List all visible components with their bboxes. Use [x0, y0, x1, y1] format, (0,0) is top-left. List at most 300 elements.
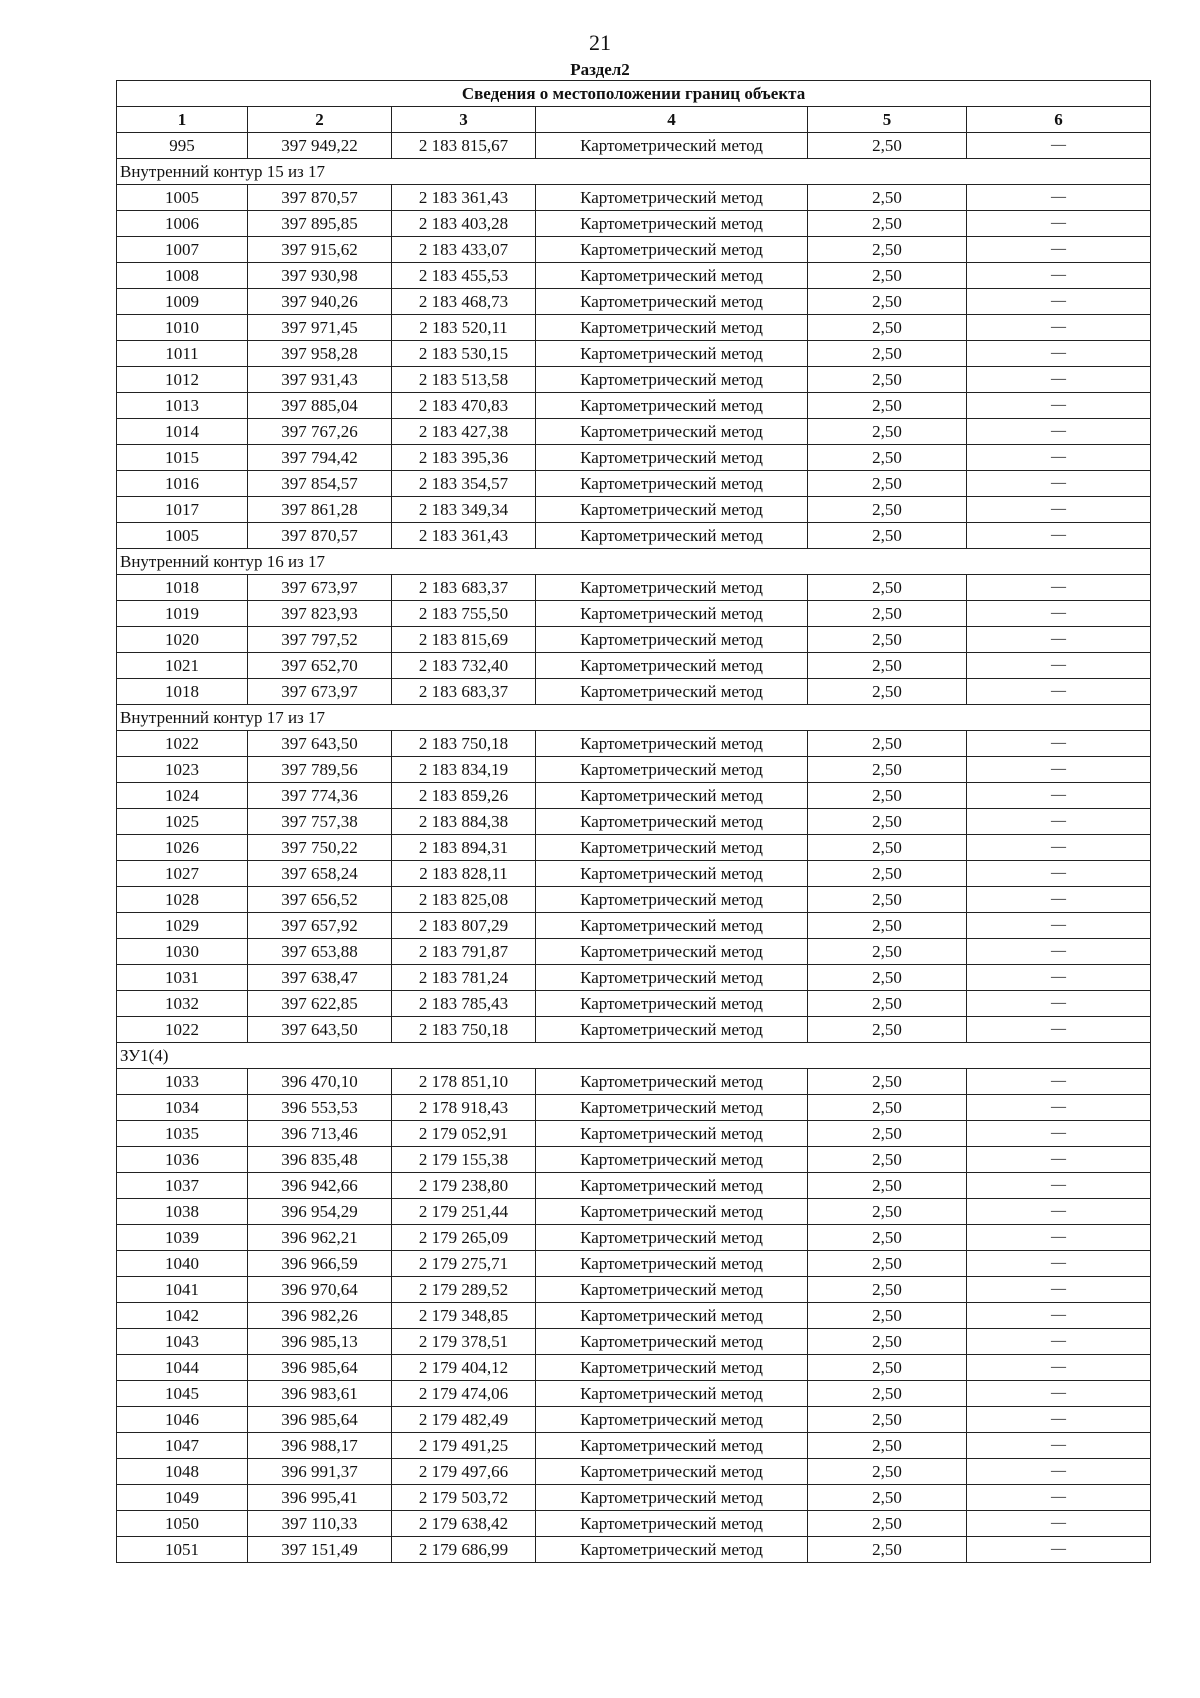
description-cell: —	[967, 1017, 1151, 1043]
method-cell: Картометрический метод	[536, 809, 808, 835]
description-cell: —	[967, 965, 1151, 991]
table-row	[117, 185, 1151, 211]
x-coordinate-cell: 397 915,62	[248, 237, 392, 263]
method-cell: Картометрический метод	[536, 523, 808, 549]
method-cell: Картометрический метод	[536, 887, 808, 913]
method-cell: Картометрический метод	[536, 1173, 808, 1199]
y-coordinate-cell: 2 183 468,73	[392, 289, 536, 315]
method-cell: Картометрический метод	[536, 1147, 808, 1173]
table-row	[117, 133, 1151, 159]
method-cell: Картометрический метод	[536, 1329, 808, 1355]
point-number-cell: 1041	[117, 1277, 248, 1303]
method-cell: Картометрический метод	[536, 601, 808, 627]
y-coordinate-cell: 2 179 482,49	[392, 1407, 536, 1433]
x-coordinate-cell: 397 757,38	[248, 809, 392, 835]
method-cell: Картометрический метод	[536, 679, 808, 705]
accuracy-cell: 2,50	[808, 965, 967, 991]
description-cell: —	[967, 1381, 1151, 1407]
method-cell: Картометрический метод	[536, 1511, 808, 1537]
description-cell: —	[967, 679, 1151, 705]
boundary-table	[116, 80, 1151, 1563]
accuracy-cell: 2,50	[808, 1199, 967, 1225]
point-number-cell: 1050	[117, 1511, 248, 1537]
description-cell: —	[967, 1147, 1151, 1173]
point-number-cell: 1029	[117, 913, 248, 939]
method-cell: Картометрический метод	[536, 1381, 808, 1407]
x-coordinate-cell: 397 643,50	[248, 1017, 392, 1043]
column-header: 5	[808, 107, 967, 133]
point-number-cell: 1018	[117, 679, 248, 705]
x-coordinate-cell: 396 991,37	[248, 1459, 392, 1485]
method-cell: Картометрический метод	[536, 341, 808, 367]
y-coordinate-cell: 2 179 497,66	[392, 1459, 536, 1485]
table-row	[117, 263, 1151, 289]
y-coordinate-cell: 2 183 894,31	[392, 835, 536, 861]
table-title: Сведения о местоположении границ объекта	[117, 81, 1151, 107]
table-row	[117, 835, 1151, 861]
table-row	[117, 887, 1151, 913]
accuracy-cell: 2,50	[808, 1537, 967, 1563]
accuracy-cell: 2,50	[808, 627, 967, 653]
x-coordinate-cell: 396 985,64	[248, 1355, 392, 1381]
table-row	[117, 653, 1151, 679]
x-coordinate-cell: 397 767,26	[248, 419, 392, 445]
accuracy-cell: 2,50	[808, 1173, 967, 1199]
y-coordinate-cell: 2 183 361,43	[392, 523, 536, 549]
point-number-cell: 1011	[117, 341, 248, 367]
x-coordinate-cell: 397 657,92	[248, 913, 392, 939]
y-coordinate-cell: 2 179 265,09	[392, 1225, 536, 1251]
x-coordinate-cell: 396 553,53	[248, 1095, 392, 1121]
point-number-cell: 1030	[117, 939, 248, 965]
description-cell: —	[967, 1407, 1151, 1433]
method-cell: Картометрический метод	[536, 1225, 808, 1251]
accuracy-cell: 2,50	[808, 367, 967, 393]
accuracy-cell: 2,50	[808, 1511, 967, 1537]
accuracy-cell: 2,50	[808, 315, 967, 341]
point-number-cell: 1019	[117, 601, 248, 627]
accuracy-cell: 2,50	[808, 1225, 967, 1251]
contour-label: ЗУ1(4)	[117, 1043, 1151, 1069]
description-cell: —	[967, 835, 1151, 861]
description-cell: —	[967, 445, 1151, 471]
description-cell: —	[967, 1355, 1151, 1381]
method-cell: Картометрический метод	[536, 419, 808, 445]
point-number-cell: 995	[117, 133, 248, 159]
x-coordinate-cell: 397 653,88	[248, 939, 392, 965]
y-coordinate-cell: 2 183 470,83	[392, 393, 536, 419]
description-cell: —	[967, 1485, 1151, 1511]
y-coordinate-cell: 2 183 815,69	[392, 627, 536, 653]
point-number-cell: 1015	[117, 445, 248, 471]
accuracy-cell: 2,50	[808, 471, 967, 497]
point-number-cell: 1023	[117, 757, 248, 783]
accuracy-cell: 2,50	[808, 237, 967, 263]
description-cell: —	[967, 653, 1151, 679]
description-cell: —	[967, 1069, 1151, 1095]
accuracy-cell: 2,50	[808, 1381, 967, 1407]
y-coordinate-cell: 2 183 520,11	[392, 315, 536, 341]
method-cell: Картометрический метод	[536, 913, 808, 939]
method-cell: Картометрический метод	[536, 289, 808, 315]
point-number-cell: 1024	[117, 783, 248, 809]
x-coordinate-cell: 397 930,98	[248, 263, 392, 289]
y-coordinate-cell: 2 178 851,10	[392, 1069, 536, 1095]
y-coordinate-cell: 2 183 750,18	[392, 1017, 536, 1043]
x-coordinate-cell: 397 656,52	[248, 887, 392, 913]
y-coordinate-cell: 2 179 155,38	[392, 1147, 536, 1173]
accuracy-cell: 2,50	[808, 1147, 967, 1173]
table-row	[117, 809, 1151, 835]
method-cell: Картометрический метод	[536, 1069, 808, 1095]
accuracy-cell: 2,50	[808, 497, 967, 523]
x-coordinate-cell: 396 962,21	[248, 1225, 392, 1251]
method-cell: Картометрический метод	[536, 445, 808, 471]
point-number-cell: 1027	[117, 861, 248, 887]
description-cell: —	[967, 1199, 1151, 1225]
description-cell: —	[967, 1459, 1151, 1485]
y-coordinate-cell: 2 183 859,26	[392, 783, 536, 809]
accuracy-cell: 2,50	[808, 653, 967, 679]
y-coordinate-cell: 2 178 918,43	[392, 1095, 536, 1121]
x-coordinate-cell: 397 638,47	[248, 965, 392, 991]
accuracy-cell: 2,50	[808, 1251, 967, 1277]
x-coordinate-cell: 397 658,24	[248, 861, 392, 887]
table-row	[117, 1511, 1151, 1537]
x-coordinate-cell: 397 854,57	[248, 471, 392, 497]
table-row	[117, 523, 1151, 549]
table-row	[117, 1225, 1151, 1251]
method-cell: Картометрический метод	[536, 1303, 808, 1329]
method-cell: Картометрический метод	[536, 627, 808, 653]
description-cell: —	[967, 783, 1151, 809]
accuracy-cell: 2,50	[808, 211, 967, 237]
y-coordinate-cell: 2 183 825,08	[392, 887, 536, 913]
point-number-cell: 1012	[117, 367, 248, 393]
x-coordinate-cell: 397 949,22	[248, 133, 392, 159]
point-number-cell: 1016	[117, 471, 248, 497]
accuracy-cell: 2,50	[808, 601, 967, 627]
point-number-cell: 1037	[117, 1173, 248, 1199]
description-cell: —	[967, 1225, 1151, 1251]
point-number-cell: 1022	[117, 1017, 248, 1043]
x-coordinate-cell: 397 861,28	[248, 497, 392, 523]
contour-label: Внутренний контур 17 из 17	[117, 705, 1151, 731]
table-row	[117, 341, 1151, 367]
accuracy-cell: 2,50	[808, 1303, 967, 1329]
method-cell: Картометрический метод	[536, 1459, 808, 1485]
table-row	[117, 1355, 1151, 1381]
y-coordinate-cell: 2 183 834,19	[392, 757, 536, 783]
method-cell: Картометрический метод	[536, 185, 808, 211]
point-number-cell: 1013	[117, 393, 248, 419]
point-number-cell: 1026	[117, 835, 248, 861]
method-cell: Картометрический метод	[536, 1277, 808, 1303]
y-coordinate-cell: 2 183 530,15	[392, 341, 536, 367]
y-coordinate-cell: 2 183 785,43	[392, 991, 536, 1017]
y-coordinate-cell: 2 179 238,80	[392, 1173, 536, 1199]
table-row	[117, 1017, 1151, 1043]
accuracy-cell: 2,50	[808, 939, 967, 965]
x-coordinate-cell: 397 895,85	[248, 211, 392, 237]
table-row	[117, 1121, 1151, 1147]
page-number: 21	[589, 30, 611, 55]
accuracy-cell: 2,50	[808, 393, 967, 419]
description-cell: —	[967, 887, 1151, 913]
point-number-cell: 1010	[117, 315, 248, 341]
y-coordinate-cell: 2 183 403,28	[392, 211, 536, 237]
x-coordinate-cell: 396 982,26	[248, 1303, 392, 1329]
x-coordinate-cell: 396 983,61	[248, 1381, 392, 1407]
method-cell: Картометрический метод	[536, 731, 808, 757]
method-cell: Картометрический метод	[536, 315, 808, 341]
method-cell: Картометрический метод	[536, 133, 808, 159]
point-number-cell: 1049	[117, 1485, 248, 1511]
x-coordinate-cell: 396 713,46	[248, 1121, 392, 1147]
contour-group-row	[117, 1043, 1151, 1069]
table-row	[117, 237, 1151, 263]
column-header: 1	[117, 107, 248, 133]
x-coordinate-cell: 396 954,29	[248, 1199, 392, 1225]
y-coordinate-cell: 2 179 289,52	[392, 1277, 536, 1303]
table-row	[117, 783, 1151, 809]
method-cell: Картометрический метод	[536, 835, 808, 861]
accuracy-cell: 2,50	[808, 757, 967, 783]
accuracy-cell: 2,50	[808, 341, 967, 367]
point-number-cell: 1007	[117, 237, 248, 263]
accuracy-cell: 2,50	[808, 419, 967, 445]
table-row	[117, 1251, 1151, 1277]
table-row	[117, 1147, 1151, 1173]
table-row	[117, 471, 1151, 497]
x-coordinate-cell: 397 870,57	[248, 185, 392, 211]
description-cell: —	[967, 1433, 1151, 1459]
table-row	[117, 1537, 1151, 1563]
method-cell: Картометрический метод	[536, 471, 808, 497]
x-coordinate-cell: 397 622,85	[248, 991, 392, 1017]
y-coordinate-cell: 2 183 361,43	[392, 185, 536, 211]
table-row	[117, 601, 1151, 627]
y-coordinate-cell: 2 183 433,07	[392, 237, 536, 263]
x-coordinate-cell: 397 673,97	[248, 679, 392, 705]
point-number-cell: 1031	[117, 965, 248, 991]
table-row	[117, 1433, 1151, 1459]
y-coordinate-cell: 2 179 378,51	[392, 1329, 536, 1355]
description-cell: —	[967, 1121, 1151, 1147]
method-cell: Картометрический метод	[536, 237, 808, 263]
y-coordinate-cell: 2 179 251,44	[392, 1199, 536, 1225]
table-row	[117, 1303, 1151, 1329]
column-header: 3	[392, 107, 536, 133]
point-number-cell: 1025	[117, 809, 248, 835]
table-row	[117, 1485, 1151, 1511]
point-number-cell: 1005	[117, 523, 248, 549]
accuracy-cell: 2,50	[808, 1069, 967, 1095]
description-cell: —	[967, 575, 1151, 601]
accuracy-cell: 2,50	[808, 1407, 967, 1433]
column-header: 2	[248, 107, 392, 133]
point-number-cell: 1034	[117, 1095, 248, 1121]
description-cell: —	[967, 601, 1151, 627]
contour-group-row	[117, 549, 1151, 575]
y-coordinate-cell: 2 179 491,25	[392, 1433, 536, 1459]
y-coordinate-cell: 2 179 503,72	[392, 1485, 536, 1511]
method-cell: Картометрический метод	[536, 263, 808, 289]
point-number-cell: 1032	[117, 991, 248, 1017]
y-coordinate-cell: 2 183 828,11	[392, 861, 536, 887]
accuracy-cell: 2,50	[808, 1121, 967, 1147]
point-number-cell: 1021	[117, 653, 248, 679]
x-coordinate-cell: 396 985,64	[248, 1407, 392, 1433]
method-cell: Картометрический метод	[536, 939, 808, 965]
x-coordinate-cell: 397 797,52	[248, 627, 392, 653]
table-row	[117, 679, 1151, 705]
point-number-cell: 1006	[117, 211, 248, 237]
x-coordinate-cell: 397 110,33	[248, 1511, 392, 1537]
point-number-cell: 1051	[117, 1537, 248, 1563]
x-coordinate-cell: 396 970,64	[248, 1277, 392, 1303]
accuracy-cell: 2,50	[808, 575, 967, 601]
section-title: Раздел2	[570, 60, 630, 79]
accuracy-cell: 2,50	[808, 1095, 967, 1121]
x-coordinate-cell: 397 940,26	[248, 289, 392, 315]
method-cell: Картометрический метод	[536, 1199, 808, 1225]
table-row	[117, 575, 1151, 601]
description-cell: —	[967, 185, 1151, 211]
x-coordinate-cell: 397 885,04	[248, 393, 392, 419]
table-row	[117, 627, 1151, 653]
point-number-cell: 1048	[117, 1459, 248, 1485]
method-cell: Картометрический метод	[536, 1355, 808, 1381]
point-number-cell: 1017	[117, 497, 248, 523]
description-cell: —	[967, 991, 1151, 1017]
accuracy-cell: 2,50	[808, 185, 967, 211]
table-row	[117, 1069, 1151, 1095]
method-cell: Картометрический метод	[536, 965, 808, 991]
description-cell: —	[967, 757, 1151, 783]
table-row	[117, 861, 1151, 887]
y-coordinate-cell: 2 183 807,29	[392, 913, 536, 939]
y-coordinate-cell: 2 179 052,91	[392, 1121, 536, 1147]
x-coordinate-cell: 396 995,41	[248, 1485, 392, 1511]
table-row	[117, 315, 1151, 341]
y-coordinate-cell: 2 179 474,06	[392, 1381, 536, 1407]
method-cell: Картометрический метод	[536, 861, 808, 887]
x-coordinate-cell: 397 643,50	[248, 731, 392, 757]
table-row	[117, 367, 1151, 393]
description-cell: —	[967, 211, 1151, 237]
y-coordinate-cell: 2 179 638,42	[392, 1511, 536, 1537]
description-cell: —	[967, 913, 1151, 939]
x-coordinate-cell: 397 794,42	[248, 445, 392, 471]
description-cell: —	[967, 419, 1151, 445]
point-number-cell: 1043	[117, 1329, 248, 1355]
x-coordinate-cell: 397 931,43	[248, 367, 392, 393]
description-cell: —	[967, 263, 1151, 289]
description-cell: —	[967, 289, 1151, 315]
table-row	[117, 1199, 1151, 1225]
description-cell: —	[967, 367, 1151, 393]
x-coordinate-cell: 397 870,57	[248, 523, 392, 549]
accuracy-cell: 2,50	[808, 1433, 967, 1459]
x-coordinate-cell: 397 958,28	[248, 341, 392, 367]
method-cell: Картометрический метод	[536, 1121, 808, 1147]
accuracy-cell: 2,50	[808, 913, 967, 939]
point-number-cell: 1033	[117, 1069, 248, 1095]
point-number-cell: 1005	[117, 185, 248, 211]
table-row	[117, 419, 1151, 445]
y-coordinate-cell: 2 183 455,53	[392, 263, 536, 289]
y-coordinate-cell: 2 183 354,57	[392, 471, 536, 497]
description-cell: —	[967, 1173, 1151, 1199]
description-cell: —	[967, 1537, 1151, 1563]
method-cell: Картометрический метод	[536, 393, 808, 419]
accuracy-cell: 2,50	[808, 679, 967, 705]
table-row	[117, 1095, 1151, 1121]
description-cell: —	[967, 1277, 1151, 1303]
table-row	[117, 497, 1151, 523]
method-cell: Картометрический метод	[536, 1017, 808, 1043]
accuracy-cell: 2,50	[808, 991, 967, 1017]
method-cell: Картометрический метод	[536, 1095, 808, 1121]
point-number-cell: 1040	[117, 1251, 248, 1277]
accuracy-cell: 2,50	[808, 731, 967, 757]
table-row	[117, 289, 1151, 315]
point-number-cell: 1038	[117, 1199, 248, 1225]
table-row	[117, 1173, 1151, 1199]
x-coordinate-cell: 397 971,45	[248, 315, 392, 341]
y-coordinate-cell: 2 183 349,34	[392, 497, 536, 523]
accuracy-cell: 2,50	[808, 887, 967, 913]
accuracy-cell: 2,50	[808, 133, 967, 159]
method-cell: Картометрический метод	[536, 783, 808, 809]
y-coordinate-cell: 2 183 781,24	[392, 965, 536, 991]
table-row	[117, 757, 1151, 783]
method-cell: Картометрический метод	[536, 757, 808, 783]
column-header: 6	[967, 107, 1151, 133]
method-cell: Картометрический метод	[536, 1433, 808, 1459]
column-header: 4	[536, 107, 808, 133]
table-row	[117, 393, 1151, 419]
accuracy-cell: 2,50	[808, 523, 967, 549]
table-row	[117, 939, 1151, 965]
point-number-cell: 1022	[117, 731, 248, 757]
description-cell: —	[967, 731, 1151, 757]
x-coordinate-cell: 397 652,70	[248, 653, 392, 679]
contour-label: Внутренний контур 16 из 17	[117, 549, 1151, 575]
accuracy-cell: 2,50	[808, 783, 967, 809]
method-cell: Картометрический метод	[536, 575, 808, 601]
table-title-row	[117, 81, 1151, 107]
method-cell: Картометрический метод	[536, 1485, 808, 1511]
description-cell: —	[967, 341, 1151, 367]
y-coordinate-cell: 2 183 683,37	[392, 679, 536, 705]
method-cell: Картометрический метод	[536, 367, 808, 393]
accuracy-cell: 2,50	[808, 1459, 967, 1485]
point-number-cell: 1039	[117, 1225, 248, 1251]
point-number-cell: 1008	[117, 263, 248, 289]
description-cell: —	[967, 471, 1151, 497]
table-row	[117, 211, 1151, 237]
description-cell: —	[967, 939, 1151, 965]
y-coordinate-cell: 2 183 683,37	[392, 575, 536, 601]
y-coordinate-cell: 2 183 750,18	[392, 731, 536, 757]
method-cell: Картометрический метод	[536, 991, 808, 1017]
y-coordinate-cell: 2 183 395,36	[392, 445, 536, 471]
description-cell: —	[967, 861, 1151, 887]
description-cell: —	[967, 1095, 1151, 1121]
point-number-cell: 1036	[117, 1147, 248, 1173]
